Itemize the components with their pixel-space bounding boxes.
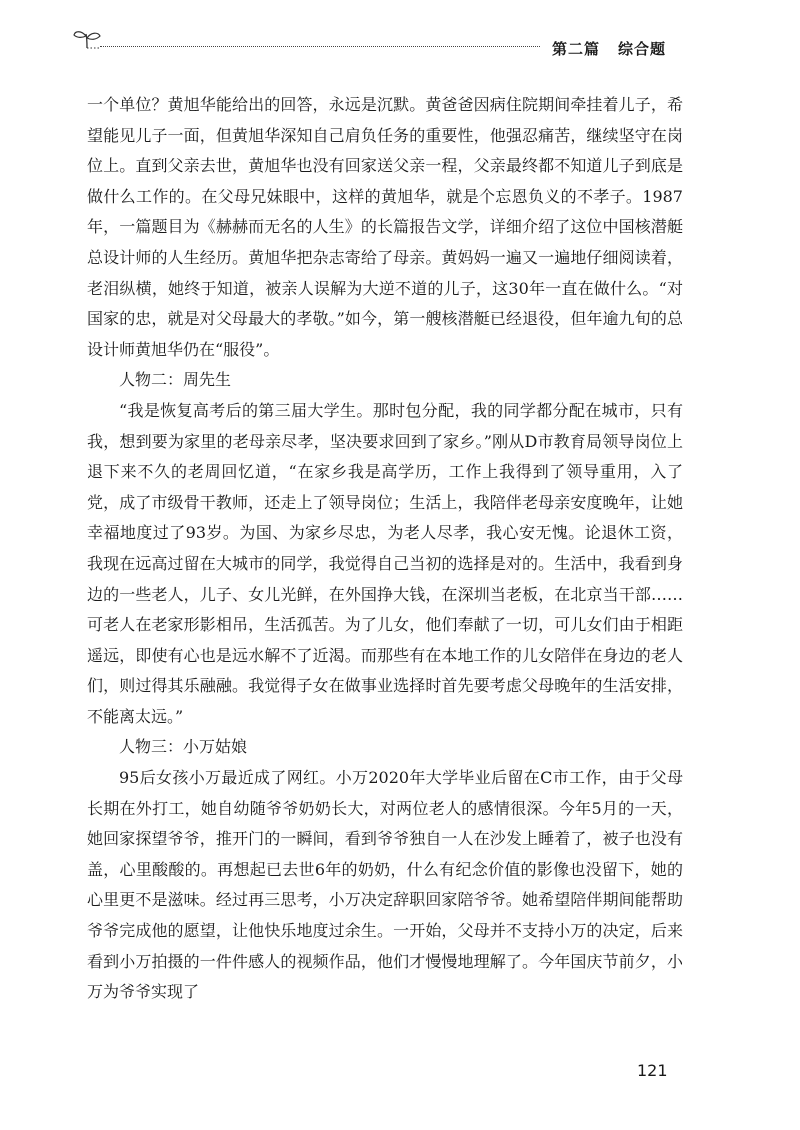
section-heading: 人物三：小万姑娘 xyxy=(119,737,248,757)
paragraph: 一个单位？黄旭华能给出的回答，永远是沉默。黄爸爸因病住院期间牵挂着儿子，希望能见儿子一面，但黄旭华深知自己肩负任务的重要性，他强忍痛苦，继续坚守在岗位上。直到父亲去世，黄旭华也没有回家送父亲一程，父亲最终都不知道儿子到底是做什么工作的。在父母兄妹眼中，这样的黄旭华，就是个忘恩负义的不孝子。1987年，一篇题目为《赫赫而无名的人生》的长篇报告文学，详细介绍了这位中国核潜艇总设计师的人生经历。黄旭华把杂志寄给了母亲。黄妈妈一遍又一遍地仔细阅读着，老泪纵横，她终于知道，被亲人误解为大逆不道的儿子，这30年一直在做什么。“对国家的忠，就是对父母最大的孝敬。”如今，第一艘核潜艇已经退役，但年逾九旬的总设计师黄旭华仍在“服役”。 xyxy=(87,95,683,359)
header-title-label: 综合题 xyxy=(618,40,667,58)
sprout-icon xyxy=(72,28,102,50)
header-part-label: 第二篇 xyxy=(552,40,601,58)
section-heading: 人物二：周先生 xyxy=(119,370,232,390)
page-number: 121 xyxy=(637,1061,668,1080)
paragraph: 95后女孩小万最近成了网红。小万2020年大学毕业后留在C市工作，由于父母长期在外打工，她自幼随爷爷奶奶长大，对两位老人的感情很深。今年5月的一天，她回家探望爷爷，推开门的一瞬间，看到爷爷独自一人在沙发上睡着了，被子也没有盖，心里酸酸的。再想起已去世6年的奶奶，什么有纪念价值的影像也没留下，她的心里更不是滋味。经过再三思考，小万决定辞职回家陪爷爷。她希望陪伴期间能帮助爷爷完成他的愿望，让他快乐地度过余生。一开始，父母并不支持小万的决定，后来看到小万拍摄的一件件感人的视频作品，他们才慢慢地理解了。今年国庆节前夕，小万为爷爷实现了 xyxy=(87,768,683,1002)
header-dotted-rule xyxy=(100,46,540,47)
page-header xyxy=(0,0,800,70)
paragraph: “我是恢复高考后的第三届大学生。那时包分配，我的同学都分配在城市，只有我，想到要为家里的老母亲尽孝，坚决要求回到了家乡。”刚从D市教育局领导岗位上退下来不久的老周回忆道，“在家乡我是高学历，工作上我得到了领导重用，入了党，成了市级骨干教师，还走上了领导岗位；生活上，我陪伴老母亲安度晚年，让她幸福地度过了93岁。为国、为家乡尽忠，为老人尽孝，我心安无愧。论退休工资，我现在远高过留在大城市的同学，我觉得自己当初的选择是对的。生活中，我看到身边的一些老人，儿子、女儿光鲜，在外国挣大钱，在深圳当老板，在北京当干部……可老人在老家形影相吊，生活孤苦。为了儿女，他们奉献了一切，可儿女们由于相距遥远，即使有心也是远水解不了近渴。而那些有在本地工作的儿女陪伴在身边的老人们，则过得其乐融融。我觉得子女在做事业选择时首先要考虑父母晚年的生活安排，不能离太远。” xyxy=(87,400,683,726)
body-text xyxy=(87,90,683,1008)
header-section-title xyxy=(552,38,666,59)
